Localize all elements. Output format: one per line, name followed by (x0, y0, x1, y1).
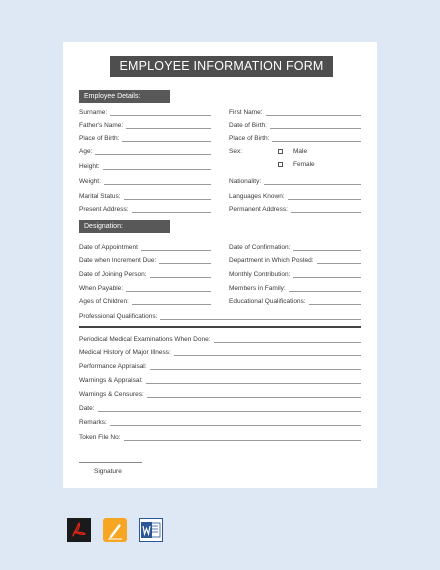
medical-examinations-field[interactable]: Periodical Medical Examinations When Done: (79, 335, 361, 344)
signature-label: Signature (94, 468, 122, 475)
languages-known-field[interactable]: Languages Known: (229, 192, 361, 201)
medical-history-field[interactable]: Medical History of Major Illness: (79, 348, 361, 357)
apple-pages-icon[interactable] (103, 518, 127, 542)
ms-word-icon[interactable] (139, 518, 163, 542)
warnings-censures-field[interactable]: Warnings & Censures: (79, 390, 361, 399)
ages-of-children-field[interactable]: Ages of Children: (79, 297, 211, 306)
increment-due-field[interactable]: Date when Increment Due: (79, 256, 211, 265)
professional-qualifications-field[interactable]: Professional Qualifications: (79, 312, 361, 321)
date-of-appointment-field[interactable]: Date of Appointment (79, 243, 211, 252)
warnings-appraisal-field[interactable]: Warnings & Appraisal: (79, 376, 361, 385)
height-field[interactable]: Height: (79, 162, 211, 171)
marital-status-field[interactable]: Marital Status: (79, 192, 211, 201)
file-format-icons (67, 518, 163, 542)
place-of-birth-field[interactable]: Place of Birth: (79, 134, 211, 143)
date-of-joining-field[interactable]: Date of Joining Person: (79, 270, 211, 279)
age-field[interactable]: Age: (79, 147, 211, 156)
members-in-family-field[interactable]: Members in Family: (229, 284, 361, 293)
sex-label: Sex: (229, 148, 243, 155)
checkbox-icon[interactable] (278, 149, 283, 154)
remarks-field[interactable]: Remarks: (79, 418, 361, 427)
surname-field[interactable]: Surname: (79, 108, 211, 117)
form-sheet (63, 42, 377, 488)
fathers-name-field[interactable]: Father's Name: (79, 121, 211, 130)
checkbox-icon[interactable] (278, 162, 283, 167)
nationality-field[interactable]: Nationality: (229, 177, 361, 186)
sex-female-checkbox[interactable]: Female (278, 161, 315, 168)
weight-field[interactable]: Weight: (79, 177, 211, 186)
educational-qualifications-field[interactable]: Educational Qualifications: (229, 297, 361, 306)
date-of-birth-field[interactable]: Date of Birth: (229, 121, 361, 130)
when-payable-field[interactable]: When Payable: (79, 284, 211, 293)
date-of-confirmation-field[interactable]: Date of Confirmation: (229, 243, 361, 252)
sex-male-checkbox[interactable]: Male (278, 148, 307, 155)
first-name-field[interactable]: First Name: (229, 108, 361, 117)
department-posted-field[interactable]: Department in Which Posted: (229, 256, 361, 265)
date-field[interactable]: Date: (79, 404, 361, 413)
form-title: EMPLOYEE INFORMATION FORM (110, 56, 333, 77)
section-divider (79, 326, 361, 328)
employee-details-heading: Employee Details: (79, 90, 170, 103)
monthly-contribution-field[interactable]: Monthly Contribution: (229, 270, 361, 279)
present-address-field[interactable]: Present Address: (79, 205, 211, 214)
performance-appraisal-field[interactable]: Performance Appraisal: (79, 362, 361, 371)
permanent-address-field[interactable]: Permanent Address: (229, 205, 361, 214)
signature-line[interactable] (79, 462, 142, 463)
adobe-acrobat-icon[interactable] (67, 518, 91, 542)
place-of-birth-right-field[interactable]: Place of Birth: (229, 134, 361, 143)
designation-heading: Designation: (79, 220, 170, 233)
token-file-no-field[interactable]: Token File No: (79, 433, 361, 442)
